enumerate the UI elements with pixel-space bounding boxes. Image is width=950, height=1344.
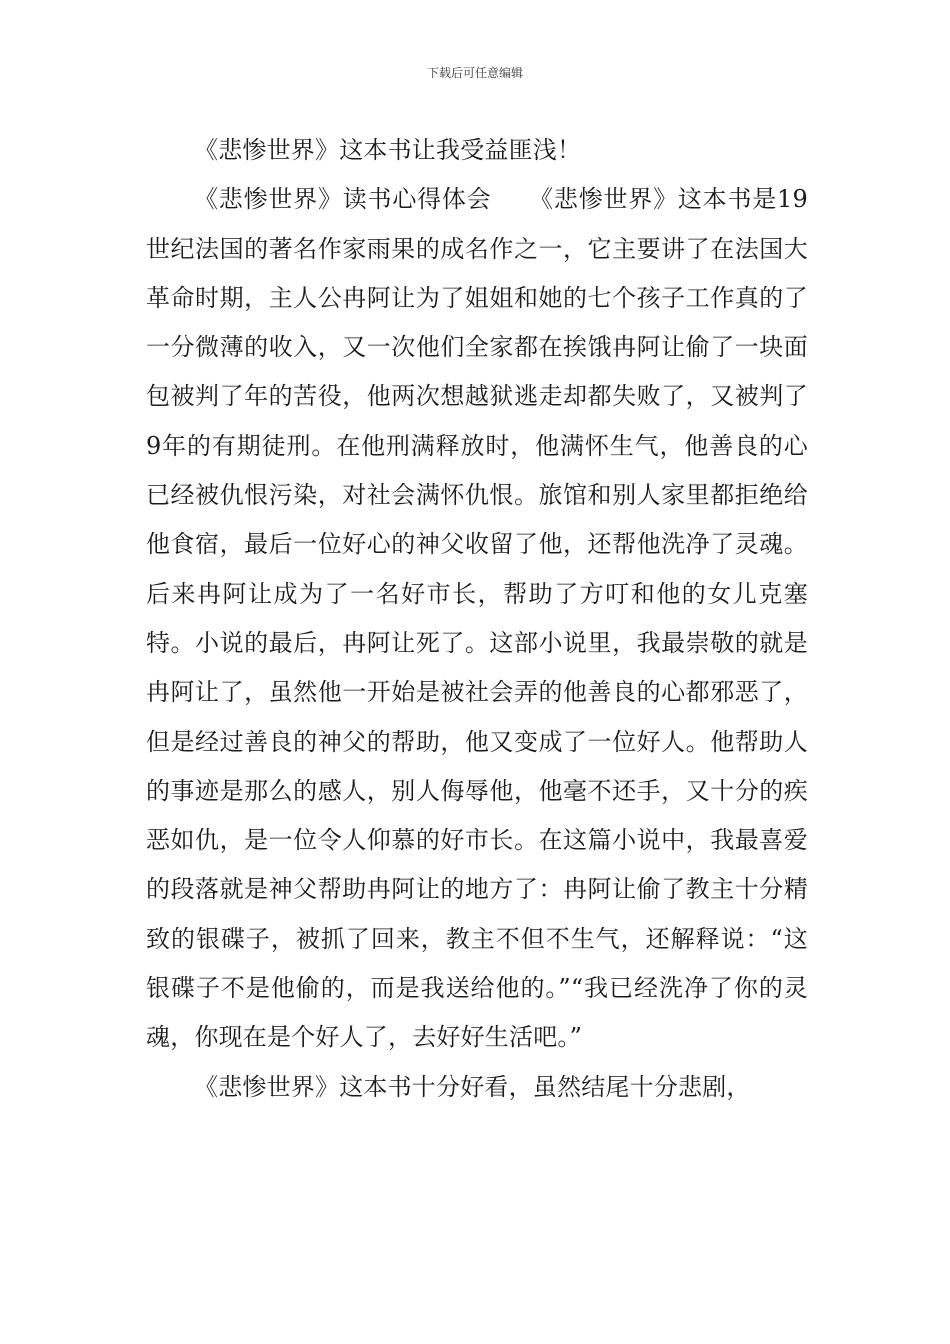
document-body	[146, 126, 808, 1112]
paragraph-intro: 《悲惨世界》这本书让我受益匪浅！	[194, 136, 582, 164]
paragraph-main: 《悲惨世界》读书心得体会 《悲惨世界》这本书是19世纪法国的著名作家雨果的成名作之一，它主要讲了在法国大革命时期，主人公冉阿让为了姐姐和她的七个孩子工作真的了一分微薄的收入，又一次他们全家都在挨饿冉阿让偷了一块面包被判了年的苦役，他两次想越狱逃走却都失败了，又被判了9年的有期徒刑。在他刑满释放时，他满怀生气，他善良的心已经被仇恨污染，对社会满怀仇恨。旅馆和别人家里都拒绝给他食宿，最后一位好心的神父收留了他，还帮他洗净了灵魂。后来冉阿让成为了一名好市长，帮助了方叮和他的女儿克塞特。小说的最后，冉阿让死了。这部小说里，我最崇敬的就是冉阿让了，虽然他一开始是被社会弄的他善良的心都邪恶了，但是经过善良的神父的帮助，他又变成了一位好人。他帮助人的事迹是那么的感人，别人侮辱他，他毫不还手，又十分的疾恶如仇，是一位令人仰慕的好市长。在这篇小说中，我最喜爱的段落就是神父帮助冉阿让的地方了：冉阿让偷了教主十分精致的银碟子，被抓了回来，教主不但不生气，还解释说：“这银碟子不是他偷的，而是我送给他的。”“我已经洗净了你的灵魂，你现在是个好人了，去好好生活吧。”	[146, 185, 808, 1052]
page-header: 下载后可任意编辑	[426, 66, 523, 80]
paragraph-conclusion: 《悲惨世界》这本书十分好看，虽然结尾十分悲剧，	[194, 1072, 751, 1101]
